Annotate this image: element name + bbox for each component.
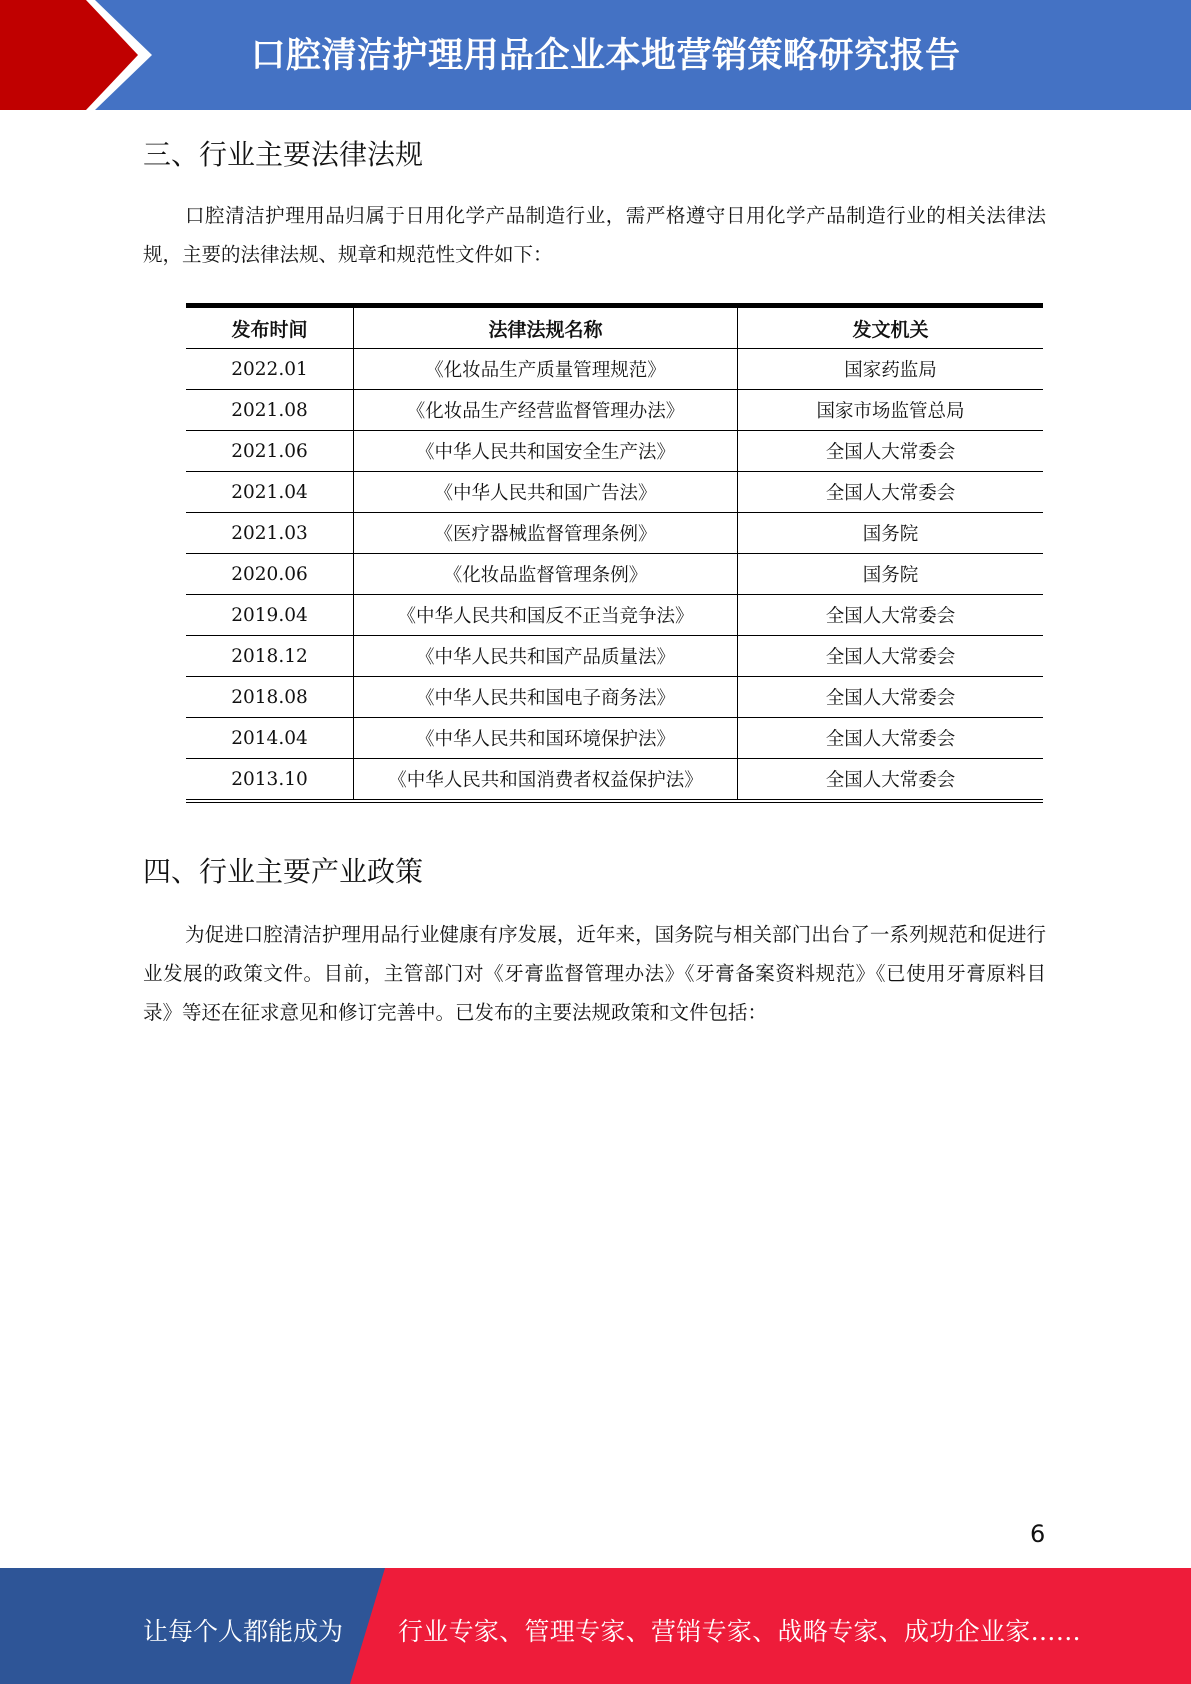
cell-date: 2021.04 (186, 472, 354, 513)
cell-law-name: 《中华人民共和国产品质量法》 (354, 636, 738, 677)
cell-date: 2014.04 (186, 718, 354, 759)
column-header-law-name: 法律法规名称 (354, 306, 738, 349)
table-row (186, 390, 1043, 431)
cell-date: 2018.08 (186, 677, 354, 718)
cell-law-name: 《化妆品监督管理条例》 (354, 554, 738, 595)
page-footer (0, 1568, 1191, 1684)
section-laws-paragraph: 口腔清洁护理用品归属于日用化学产品制造行业，需严格遵守日用化学产品制造行业的相关法律法规，主要的法律法规、规章和规范性文件如下： (143, 204, 1046, 266)
footer-slogan-right: 行业专家、管理专家、营销专家、战略专家、成功企业家…… (398, 1617, 1082, 1646)
section-heading-policies: 四、行业主要产业政策 (143, 855, 424, 888)
cell-date: 2020.06 (186, 554, 354, 595)
cell-law-name: 《中华人民共和国环境保护法》 (354, 718, 738, 759)
table-header-row (186, 306, 1043, 349)
cell-issuer: 全国人大常委会 (738, 759, 1044, 802)
cell-date: 2021.08 (186, 390, 354, 431)
cell-issuer: 国家市场监管总局 (738, 390, 1044, 431)
table-row (186, 349, 1043, 390)
cell-issuer: 全国人大常委会 (738, 595, 1044, 636)
page-number: 6 (1030, 1520, 1046, 1548)
cell-issuer: 国家药监局 (738, 349, 1044, 390)
column-header-issuer: 发文机关 (738, 306, 1044, 349)
cell-issuer: 国务院 (738, 554, 1044, 595)
cell-issuer: 全国人大常委会 (738, 718, 1044, 759)
cell-date: 2013.10 (231, 768, 308, 790)
cell-law-name: 《中华人民共和国反不正当竞争法》 (354, 595, 738, 636)
table-row (186, 595, 1043, 636)
cell-law-name: 《中华人民共和国广告法》 (354, 472, 738, 513)
table-row (186, 636, 1043, 677)
cell-issuer: 全国人大常委会 (738, 636, 1044, 677)
section-heading-laws: 三、行业主要法律法规 (143, 138, 424, 171)
column-header-date: 发布时间 (186, 306, 354, 349)
cell-date: 2022.01 (186, 349, 354, 390)
cell-issuer: 全国人大常委会 (738, 431, 1044, 472)
cell-law-name: 《中华人民共和国安全生产法》 (354, 431, 738, 472)
cell-issuer: 全国人大常委会 (738, 472, 1044, 513)
table-row (186, 718, 1043, 759)
cell-issuer: 国务院 (738, 513, 1044, 554)
section-policies-paragraph: 为促进口腔清洁护理用品行业健康有序发展，近年来，国务院与相关部门出台了一系列规范和促进行业发展的政策文件。目前，主管部门对《牙膏监督管理办法》《牙膏备案资料规范》《已使用牙膏原料目录》等还在征求意见和修订完善中。已发布的主要法规政策和文件包括： (143, 923, 1046, 1024)
cell-law-name: 《化妆品生产经营监督管理办法》 (354, 390, 738, 431)
table-row (186, 431, 1043, 472)
cell-issuer: 全国人大常委会 (738, 677, 1044, 718)
table-row (186, 677, 1043, 718)
cell-law-name: 《中华人民共和国消费者权益保护法》 (354, 759, 738, 802)
cell-law-name: 《中华人民共和国电子商务法》 (354, 677, 738, 718)
page-header (0, 0, 1191, 110)
cell-law-name: 《化妆品生产质量管理规范》 (354, 349, 738, 390)
table-row (186, 513, 1043, 554)
table-row (186, 554, 1043, 595)
laws-table (186, 303, 1043, 803)
table-row (186, 759, 1043, 802)
cell-law-name: 《医疗器械监督管理条例》 (354, 513, 738, 554)
cell-date: 2021.03 (186, 513, 354, 554)
cell-date: 2018.12 (186, 636, 354, 677)
table-row (186, 472, 1043, 513)
cell-date: 2021.06 (186, 431, 354, 472)
cell-date: 2019.04 (186, 595, 354, 636)
report-title: 口腔清洁护理用品企业本地营销策略研究报告 (250, 36, 961, 76)
footer-slogan-left: 让每个人都能成为 (143, 1617, 344, 1646)
